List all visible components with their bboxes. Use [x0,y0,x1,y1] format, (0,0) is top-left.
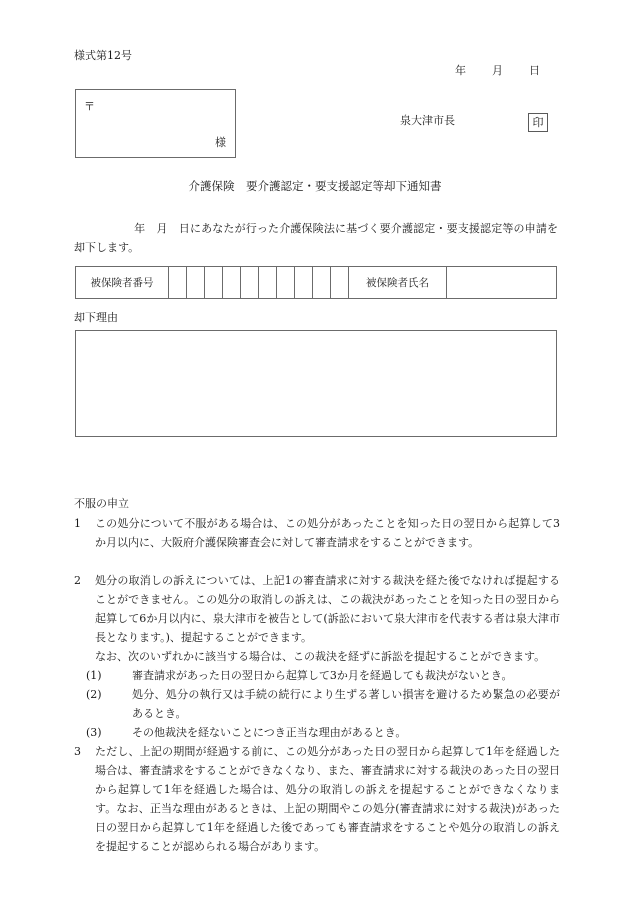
insured-person-table [75,266,557,299]
insured-number-cell[interactable] [277,267,295,299]
rejection-reason-box[interactable] [75,330,557,437]
date-day-label: 日 [529,64,540,77]
rejection-reason-label: 却下理由 [74,311,118,324]
insured-name-value[interactable] [447,267,557,299]
appeal-section-body [74,514,560,856]
insured-number-cell[interactable] [313,267,331,299]
insured-number-cell[interactable] [169,267,187,299]
form-number: 様式第12号 [74,49,132,62]
insured-number-cell[interactable] [223,267,241,299]
insured-name-label: 被保険者氏名 [349,267,447,299]
appeal-item-3 [74,742,560,856]
appeal-subitem-2-marker: (2) [86,688,102,701]
appeal-item-2-marker: 2 [74,574,81,587]
spacer [74,552,560,571]
insured-number-cell[interactable] [259,267,277,299]
issuer-name: 泉大津市長 [400,114,455,127]
page-title: 介護保険 要介護認定・要支援認定等却下通知書 [188,179,442,193]
insured-number-cell[interactable] [295,267,313,299]
addressee-honorific: 様 [215,136,226,149]
seal-stamp-box: 印 [528,113,548,132]
date-year-label: 年 [455,64,466,77]
date-line [455,65,540,76]
appeal-item-2-note [74,647,560,666]
table-row [76,267,557,299]
postal-code-mark: 〒 [84,100,95,113]
appeal-item-2-text: 処分の取消しの訴えについては、上記1の審査請求に対する裁決を経た後でなければ提起することができません。この処分の取消しの訴えは、この裁決があったことを知った日の翌日から起算して6か月以内に、泉大津市を被告として(訴訟において泉大津市を代表する者は泉大津市長となります。)、提起することができます。 [95,574,560,644]
insured-number-cell[interactable] [241,267,259,299]
appeal-subitem-3-text: その他裁決を経ないことにつき正当な理由があるとき。 [132,726,407,739]
insured-number-label: 被保険者番号 [76,267,169,299]
insured-number-cell[interactable] [187,267,205,299]
addressee-box[interactable] [75,89,236,158]
insured-number-cell[interactable] [331,267,349,299]
intro-paragraph: 年 月 日にあなたが行った介護保険法に基づく要介護認定・要支援認定等の申請を却下します。 [74,222,558,254]
appeal-subitem-2 [74,685,560,723]
appeal-item-3-marker: 3 [74,745,81,758]
appeal-subitem-1 [74,666,560,685]
appeal-item-2-note-text: なお、次のいずれかに該当する場合は、この裁決を経ずに訴訟を提起することができます。 [95,650,546,663]
insured-number-cell[interactable] [205,267,223,299]
appeal-subitem-2-text: 処分、処分の執行又は手続の続行により生ずる著しい損害を避けるため緊急の必要があるとき。 [132,688,560,720]
appeal-item-3-text: ただし、上記の期間が経過する前に、この処分があった日の翌日から起算して1年を経過した場合は、審査請求をすることができなくなり、また、審査請求に対する裁決のあった日の翌日から起算して1年を経過した場合は、処分の取消しの訴えを提起することができなくなります。なお、正当な理由があるときは、上記の期間やこの処分(審査請求に対する裁決)があった日の翌日から起算して1年を経過した後であっても審査請求をすることや処分の取消しの訴えを提起することが認められる場合があります。 [95,745,560,853]
appeal-item-2 [74,571,560,647]
appeal-subitem-3-marker: (3) [86,726,102,739]
appeal-section-heading: 不服の申立 [74,497,129,510]
appeal-item-1-text: この処分について不服がある場合は、この処分があったことを知った日の翌日から起算して3か月以内に、大阪府介護保険審査会に対して審査請求をすることができます。 [95,517,560,549]
date-month-label: 月 [492,64,503,77]
appeal-subitem-1-text: 審査請求があった日の翌日から起算して3か月を経過しても裁決がないとき。 [132,669,513,682]
appeal-item-1 [74,514,560,552]
appeal-subitem-1-marker: (1) [86,669,102,682]
appeal-item-1-marker: 1 [74,517,81,530]
appeal-subitem-3 [74,723,560,742]
